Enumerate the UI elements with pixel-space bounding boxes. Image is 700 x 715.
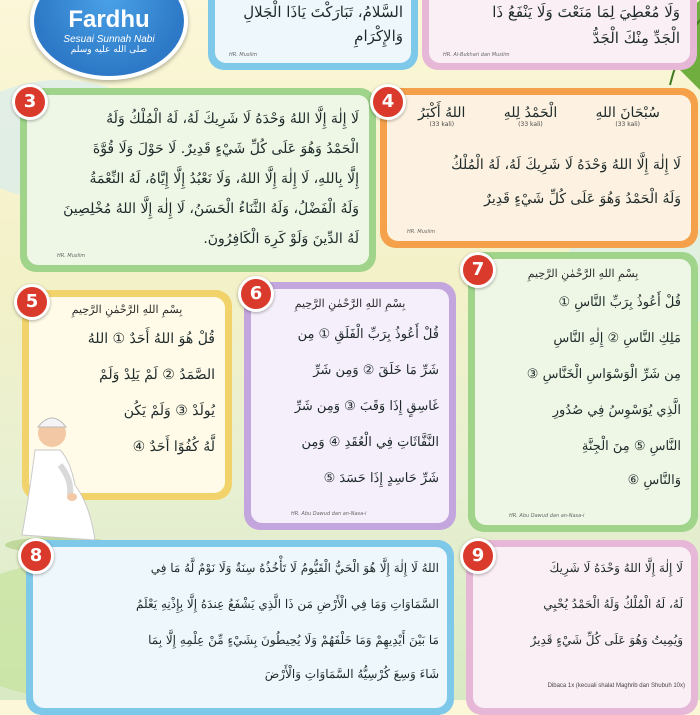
step-number-3: 3	[12, 84, 48, 120]
top-right-line: وَلَا مُعْطِيَ لِمَا مَنَعْتَ وَلَا يَنْفَعُ ذَا	[492, 3, 680, 21]
card7-line: قُلْ أَعُوذُ بِرَبِّ النَّاسِ ①	[558, 295, 681, 310]
step-number-4: 4	[370, 84, 406, 120]
top-right-line: الْجَدِّ مِنْكَ الْجَدُّ	[592, 29, 680, 47]
card7-source: HR. Abu Dawud dan an-Nasa-i	[509, 513, 585, 519]
card7-line: النَّاسِ ⑤ مِنَ الْجِنَّةِ	[581, 439, 681, 454]
card6-line: غَاسِقٍ إِذَا وَقَبَ ③ وَمِن شَرِّ	[294, 399, 439, 414]
step-number-7: 7	[460, 252, 496, 288]
card4-line: لَا إِلٰهَ إِلَّا اللهُ وَحْدَهُ لَا شَرِيكَ لَهُ، لَهُ الْمُلْكُ	[451, 157, 681, 173]
card7-line: مَلِكِ النَّاسِ ② إِلٰهِ النَّاسِ	[553, 331, 681, 346]
card-3	[20, 88, 376, 272]
badge-salawat: صلى الله عليه وسلم	[70, 45, 148, 55]
card-8	[26, 540, 454, 715]
card8-line: السَّمَاوَاتِ وَمَا فِي الْأَرْضِ مَن ذَا الَّذِي يَشْفَعُ عِندَهُ إِلَّا بِإِذْنِهِ يَعْلَمُ	[136, 597, 439, 611]
card9-note: Dibaca 1x (kecuali shalat Maghrib dan Shubuh 10x)	[547, 683, 685, 689]
card-4	[380, 88, 698, 248]
card8-line: اللهُ لَا إِلٰهَ إِلَّا هُوَ الْحَيُّ الْقَيُّومُ لَا تَأْخُذُهُ سِنَةٌ وَلَا نَوْمٌ لَّهُ مَا فِي	[150, 561, 439, 575]
card6-line: النَّفَّاثَاتِ فِي الْعُقَدِ ④ وَمِن	[301, 435, 439, 450]
card9-line: لَهُ، لَهُ الْمُلْكُ وَلَهُ الْحَمْدُ يُحْيِي	[543, 597, 683, 611]
tasbih-allahuakbar	[418, 105, 465, 128]
card3-line: الْحَمْدُ وَهُوَ عَلَى كُلِّ شَيْءٍ قَدِيرٌ. لَا حَوْلَ وَلَا قُوَّةَ	[92, 141, 359, 157]
title-badge	[30, 0, 188, 80]
top-middle-source: HR. Muslim	[229, 52, 258, 58]
card5-line: يُولَدْ ③ وَلَمْ يَكُن	[123, 403, 215, 419]
card3-line: لَهُ الدِّينَ وَلَوْ كَرِهَ الْكَافِرُونَ.	[203, 231, 359, 247]
tasbih-text: الْحَمْدُ لِلهِ	[503, 105, 558, 121]
card5-line: لَّهُ كُفُوًا أَحَدٌ ④	[132, 439, 215, 455]
card8-line: شَاءَ وَسِعَ كُرْسِيُّهُ السَّمَاوَاتِ وَالْأَرْضَ	[264, 667, 439, 681]
card6-line: شَرِّ حَاسِدٍ إِذَا حَسَدَ ⑤	[323, 471, 439, 486]
tasbih-count: (33 kali)	[429, 121, 455, 128]
card7-bismillah: بِسْمِ اللهِ الرَّحْمٰنِ الرَّحِيمِ	[527, 267, 639, 280]
tasbih-row	[399, 105, 679, 128]
badge-title: Fardhu	[68, 6, 150, 33]
card7-line: وَالنَّاسِ ⑥	[627, 473, 681, 488]
card8-line: مَا بَيْنَ أَيْدِيهِمْ وَمَا خَلْفَهُمْ وَلَا يُحِيطُونَ بِشَيْءٍ مِّنْ عِلْمِهِ إِلَّا بِمَا	[148, 633, 439, 647]
card6-bismillah: بِسْمِ اللهِ الرَّحْمٰنِ الرَّحِيمِ	[294, 297, 406, 310]
card7-line: الَّذِي يُوَسْوِسُ فِي صُدُورِ	[552, 403, 681, 418]
card7-line: مِن شَرِّ الْوَسْوَاسِ الْخَنَّاسِ ③	[526, 367, 681, 382]
card-9	[466, 540, 698, 715]
tasbih-alhamdulillah	[504, 105, 558, 128]
card6-line: شَرِّ مَا خَلَقَ ② وَمِن شَرِّ	[313, 363, 439, 378]
card6-line: قُلْ أَعُوذُ بِرَبِّ الْفَلَقِ ① مِن	[297, 327, 439, 342]
card5-bismillah: بِسْمِ اللهِ الرَّحْمٰنِ الرَّحِيمِ	[71, 303, 183, 316]
step-number-9: 9	[460, 538, 496, 574]
card-6	[244, 282, 456, 530]
top-right-source: HR. Al-Bukhari dan Muslim	[443, 52, 510, 58]
step-number-8: 8	[18, 538, 54, 574]
card4-line: وَلَهُ الْحَمْدُ وَهُوَ عَلَى كُلِّ شَيْءٍ قَدِيرٌ	[484, 191, 681, 207]
step-number-6: 6	[238, 276, 274, 312]
top-middle-line: وَالإِكْرَامِ	[354, 27, 403, 45]
card-7	[468, 252, 698, 532]
card9-line: وَيُمِيتُ وَهُوَ عَلَى كُلِّ شَيْءٍ قَدِيرٌ	[530, 633, 683, 647]
tasbih-text: سُبْحَانَ اللهِ	[595, 105, 660, 121]
card3-line: لَا إِلٰهَ إِلَّا اللهُ وَحْدَهُ لَا شَرِيكَ لَهُ، لَهُ الْمُلْكُ وَلَهُ	[106, 111, 359, 127]
card-top-middle	[208, 0, 418, 70]
tasbih-subhanallah	[596, 105, 660, 128]
card-top-right	[422, 0, 697, 70]
top-middle-line: السَّلامُ، تَبَارَكْتَ يَاذَا الْجَلالِ	[243, 3, 403, 21]
praying-child-illustration	[0, 395, 110, 555]
card3-line: وَلَهُ الْفَضْلُ، وَلَهُ الثَّنَاءُ الْحَسَنُ، لَا إِلٰهَ إِلَّا اللهُ مُخْلِصِينَ	[63, 201, 359, 217]
tasbih-count: (33 kali)	[518, 121, 543, 128]
card3-source: HR. Muslim	[57, 253, 86, 259]
card9-line: لَا إِلٰهَ إِلَّا اللهُ وَحْدَهُ لَا شَرِيكَ	[549, 561, 683, 575]
card3-line: إِلَّا بِاللهِ، لَا إِلٰهَ إِلَّا اللهُ، وَلَا نَعْبُدُ إِلَّا إِيَّاهُ، لَهُ النِّعْمَةُ	[89, 171, 359, 187]
badge-subtitle: Sesuai Sunnah Nabi	[63, 34, 155, 45]
card4-source: HR. Muslim	[407, 229, 436, 235]
card6-source: HR. Abu Dawud dan an-Nasa-i	[291, 511, 367, 517]
tasbih-count: (33 kali)	[615, 121, 640, 128]
tasbih-text: اللهُ أَكْبَرُ	[418, 105, 466, 121]
card5-line: قُلْ هُوَ اللهُ أَحَدٌ ① اللهُ	[87, 331, 215, 347]
step-number-5: 5	[14, 284, 50, 320]
card5-line: الصَّمَدُ ② لَمْ يَلِدْ وَلَمْ	[99, 367, 215, 383]
